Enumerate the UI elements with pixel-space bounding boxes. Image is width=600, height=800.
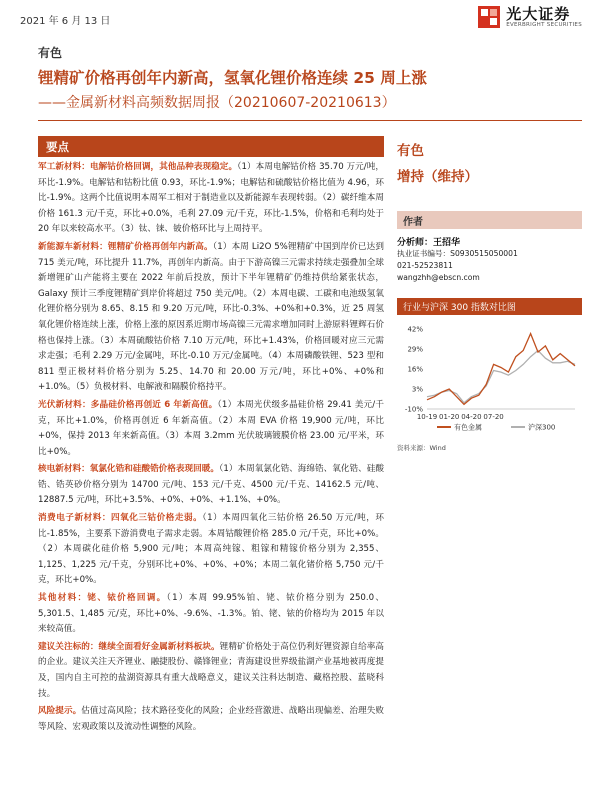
x-tick-label: 04-20	[461, 413, 482, 421]
legend-label: 有色金属	[454, 423, 482, 432]
analyst-phone: 021-52523811	[397, 261, 453, 270]
paragraph-heading: 新能源车新材料：锂精矿价格再创年内新高。	[38, 241, 213, 252]
legend-label: 沪深300	[528, 423, 556, 432]
report-sector: 有色	[38, 46, 63, 60]
paragraph-pv	[38, 398, 384, 460]
y-tick-label: 29%	[407, 345, 423, 354]
paragraph-text: （1）本周电解钴价格 35.70 万元/吨，环比-1.9%。电解钴和钴粉比值 0.93，环比-1.9%；电解钴和硫酸钴价格比值为 4.96，环比-1.9%。这两个比值说明本周军工相对于制造业以及新能源车表现转弱。（2）碳纤维本周价格 161.3 元/千克，环比+0.0%，毛利 27.09 元/千克，环比-1.5%，价格和毛利均处于 20 年以来较高水平。（3）钛、铼、铍价格环比与上周持平。	[38, 162, 384, 235]
report-subtitle: ——金属新材料高频数据周报（20210607-20210613）	[38, 95, 396, 111]
paragraph-recommendation	[38, 640, 384, 702]
company-logo	[478, 6, 582, 28]
series-line	[427, 351, 575, 403]
analyst-email[interactable]: wangzhh@ebscn.com	[397, 273, 480, 282]
index-comparison-chart	[397, 315, 582, 435]
paragraph-heading: 光伏新材料：多晶硅价格再创近 6 年新高值。	[38, 399, 218, 410]
series-line	[427, 334, 575, 405]
x-tick-label: 01-20	[439, 413, 460, 421]
report-date: 2021 年 6 月 13 日	[20, 16, 111, 27]
paragraph-heading: 风险提示。	[38, 706, 82, 717]
key-points-section	[38, 136, 384, 737]
chart-header: 行业与沪深 300 指数对比图	[397, 298, 582, 315]
paragraph-text: （1）本周 99.95%铂、铑、铱价格分别为 250.0、5,301.5、1,485 元/克，环比+0%、-9.6%、-1.3%。铂、铑、铱的价格均为 2015 年以来较高值。	[38, 593, 384, 635]
y-tick-label: 16%	[407, 365, 423, 374]
paragraph-nev	[38, 240, 384, 396]
paragraph-electronics	[38, 511, 384, 589]
logo-name-cn: 光大证券	[506, 5, 571, 23]
logo-name-en: EVERBRIGHT SECURITIES	[506, 22, 582, 28]
rating-label: 增持（维持）	[397, 169, 478, 185]
key-points-body	[38, 160, 384, 735]
y-tick-label: -10%	[404, 405, 423, 414]
report-title: 锂精矿价格再创年内新高，氢氧化锂价格连续 25 周上涨	[38, 69, 427, 87]
authors-header: 作者	[397, 211, 582, 229]
paragraph-text: （1）本周四氧化三钴价格 26.50 万元/吨，环比-1.85%，主要系下游消费电子需求走弱。本周钴酸锂价格 285.0 元/千克，环比+0%。（2）本周碳化硅价格 5,900 元/吨；本周高纯镓、粗镓和精镓价格分别为 2,355、1,125、1,225 元/千克，分别环比+0%、+0%、+0%；本周二氧化锗价格 5,750 元/千克，环比+0%。	[38, 513, 384, 586]
y-tick-label: 3%	[411, 385, 423, 394]
paragraph-heading: 核电新材料：氧氯化锆和硅酸锆价格表现回暖。	[38, 464, 220, 475]
analyst-name: 分析师：王招华	[397, 238, 461, 248]
y-tick-label: 42%	[407, 325, 423, 334]
paragraph-military	[38, 160, 384, 238]
x-tick-label: 10-19	[416, 413, 438, 421]
paragraph-heading: 消费电子新材料：四氧化三钴价格走弱。	[38, 513, 203, 524]
paragraph-heading: 建议关注标的：继续全面看好金属新材料板块。	[38, 641, 220, 652]
paragraph-text: 估值过高风险；技术路径变化的风险；企业经营激进、战略出现偏差、治理失败等风险、宏观政策以及流动性调整的风险。	[38, 706, 384, 732]
paragraph-text: （1）本周光伏级多晶硅价格 29.41 美元/千克，环比+1.0%，价格再创近 6 年新高值。（2）本周 EVA 价格 19,900 元/吨，环比+0%，保持 2013 年来新高值。（3）本周 3.2mm 光伏玻璃镀膜价格 23.00 元/平米，环比+0%。	[38, 399, 384, 457]
paragraph-text: （1）本周 Li2O 5%锂精矿中国到岸价已达到 715 美元/吨，环比提升 11.7%，再创年内新高。由于下游高镍三元需求持续走强叠加全球新增锂矿山产能将主要在 2022 年前后投放，预计下半年锂精矿仍维持供给紧张状态，Galaxy 预计三季度锂精矿到岸价将超过 750 美元/吨。（2）本周电碳、工碳和电池级氢氧化锂价格分别为 8.65、8.15 和 9.20 万元/吨，环比-0.3%、+0%和+0.3%，近 25 周氢氧化锂价格连续上涨，价格上涨的原因系近期市场高镍三元需求增加同时上游原料锂辉石价格也保持上涨。（3）本周硫酸钴价格 7.10 万元/吨，环比+1.43%，价格回暖对应三元需求走强；毛利 2.29 万元/金属吨，环比-0.10 万元/金属吨。（4）本周磷酸铁锂、523 型和 811 型正极材料价格分别为 5.25、14.70 和 20.00 万元/吨，环比+0%、+0%和+1.0%。（5）负极材料、电解液和隔膜价格持平。	[38, 241, 384, 393]
paragraph-risk	[38, 704, 384, 735]
everbright-logo-icon	[478, 6, 500, 28]
sidebar-sector: 有色	[397, 143, 424, 159]
paragraph-nuclear	[38, 462, 384, 509]
paragraph-text: 锂精矿价格处于高位仍利好锂资源自给率高的企业。建议关注天齐锂业、融捷股份、赣锋锂业；青海建设世界级盐湖产业基地被再度提及，国内自主可控的盐湖资源具有重大战略意义，建议关注科达制造、藏格控股、蓝晓科技。	[38, 641, 384, 699]
sidebar	[397, 136, 582, 452]
paragraph-text: （1）本周氧氯化锆、海绵锆、氧化锆、硅酸锆、锆英砂价格分别为 14700 元/吨、153 元/千克、4500 元/千克、14162.5 元/吨、12887.5 元/吨，环比+3.5%、+0%、+0%、+1.1%、+0%。	[38, 464, 384, 506]
title-divider	[38, 120, 582, 121]
chart-source: 资料来源：Wind	[397, 444, 446, 452]
x-tick-label: 07-20	[483, 413, 504, 421]
paragraph-heading: 其他材料：铑、铱价格回调。	[38, 593, 167, 604]
key-points-header: 要点	[38, 136, 384, 157]
paragraph-heading: 军工新材料：电解钴价格回调，其他品种表现稳定。	[38, 162, 238, 172]
analyst-cert: 执业证书编号：S0930515050001	[397, 249, 518, 258]
paragraph-other	[38, 591, 384, 638]
